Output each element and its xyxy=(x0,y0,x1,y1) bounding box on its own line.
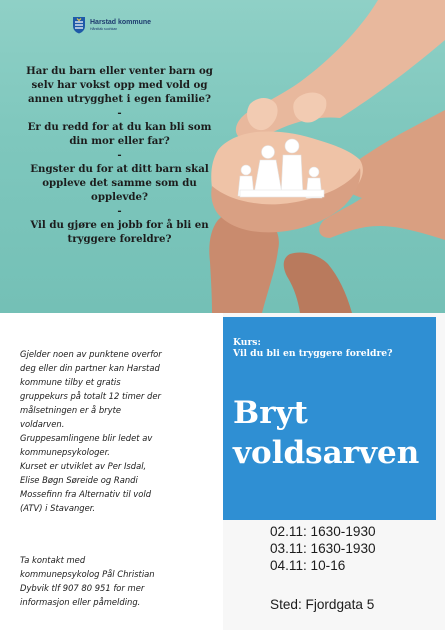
logo-text xyxy=(90,19,151,32)
hands-icon xyxy=(209,0,445,313)
contact-line: kommunepsykolog Pål Christian xyxy=(20,569,155,579)
description-line: Mossefinn fra Alternativ til vold xyxy=(20,489,152,499)
questions-block xyxy=(22,64,217,246)
contact-info xyxy=(20,553,210,609)
question-3: Engster du for at ditt barn skal oppleve det samme som du opplevde? xyxy=(30,163,209,203)
info-panel xyxy=(0,313,223,630)
description-line: kommune tilby et gratis xyxy=(20,377,121,387)
description-line: Gjelder noen av punktene overfor xyxy=(20,349,162,359)
course-description xyxy=(20,347,210,515)
question-2: Er du redd for at du kan bli som din mor eller far? xyxy=(27,121,212,147)
description-line: gruppekurs på totalt 12 timer der xyxy=(20,391,161,401)
schedule-date: 02.11: 1630-1930 xyxy=(270,524,376,539)
description-line: (ATV) i Stavanger. xyxy=(20,503,96,513)
question-1: Har du barn eller venter barn og selv har vokst opp med vold og annen utrygghet i egen familie? xyxy=(26,65,213,105)
schedule-date: 04.11: 10-16 xyxy=(270,558,346,573)
course-panel xyxy=(223,313,445,630)
description-line: målsetningen er å bryte xyxy=(20,405,122,415)
question-separator: - xyxy=(117,149,122,161)
description-line: kommunepsykologer. xyxy=(20,447,110,457)
harstad-crest-icon xyxy=(72,16,86,34)
course-label xyxy=(233,337,433,359)
schedule-place: Sted: Fjordgata 5 xyxy=(270,597,375,612)
description-line: Gruppesamlingene blir ledet av xyxy=(20,433,153,443)
course-title-box xyxy=(223,317,436,520)
description-line: Kurset er utviklet av Per Isdal, xyxy=(20,461,147,471)
contact-line: Dybvik tlf 907 80 951 for mer xyxy=(20,583,145,593)
course-title-line: voldsarven xyxy=(233,435,420,471)
schedule-date: 03.11: 1630-1930 xyxy=(270,541,376,556)
question-separator: - xyxy=(117,107,122,119)
description-line: Elise Bøgn Søreide og Randi xyxy=(20,475,138,485)
org-name: Harstad kommune xyxy=(90,18,152,26)
course-label-line: Kurs: xyxy=(233,337,261,348)
question-4: Vil du gjøre en jobb for å bli en tryggere foreldre? xyxy=(30,219,209,245)
course-label-line: Vil du bli en tryggere foreldre? xyxy=(233,348,393,359)
description-line: voldarven. xyxy=(20,419,65,429)
org-subname: Hårstták suohkan xyxy=(90,26,118,31)
description-line: deg eller din partner kan Harstad xyxy=(20,363,160,373)
question-separator: - xyxy=(117,205,122,217)
org-logo xyxy=(72,16,151,34)
contact-line: informasjon eller påmelding. xyxy=(20,597,141,607)
course-title xyxy=(233,393,433,473)
contact-line: Ta kontakt med xyxy=(20,555,86,565)
course-title-line: Bryt xyxy=(233,395,308,431)
schedule-dates xyxy=(270,523,376,574)
hero-section xyxy=(0,0,445,313)
